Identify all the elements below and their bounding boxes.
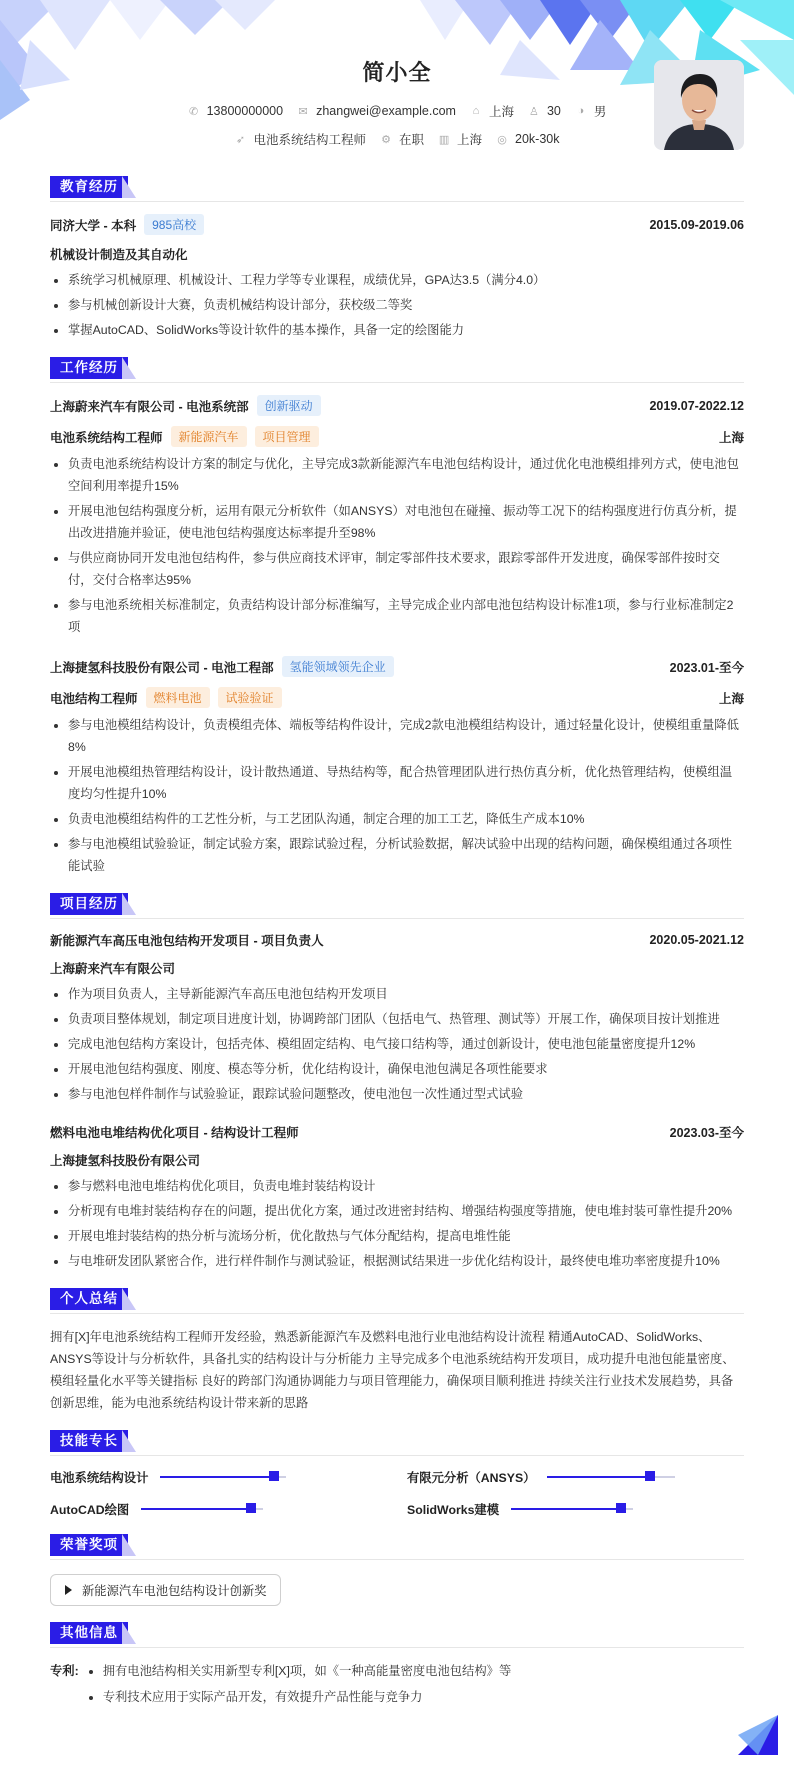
summary-section [50, 1288, 744, 1414]
gender-icon: ◑ [577, 105, 585, 117]
role-tag: 燃料电池 [146, 687, 210, 708]
email-item [297, 102, 456, 120]
list-item: 负责电池模组结构件的工艺性分析，与工艺团队沟通，制定合理的加工工艺，降低生产成本10% [50, 808, 744, 830]
list-item: 作为项目负责人，主导新能源汽车高压电池包结构开发项目 [50, 983, 744, 1005]
age-item [528, 102, 561, 120]
skill-name: 电池系统结构设计 [50, 1471, 149, 1485]
entry-date: 2023.01-至今 [669, 660, 744, 675]
section-header [50, 1622, 744, 1648]
work-location: 上海 [718, 691, 744, 706]
city-text: 上海 [488, 105, 514, 119]
section-title: 教育经历 [50, 176, 128, 198]
section-title: 项目经历 [50, 893, 128, 915]
section-header [50, 1430, 744, 1456]
award-name: 新能源汽车电池包结构设计创新奖 [82, 1584, 267, 1598]
entry-title [50, 395, 321, 416]
skill-item [50, 1468, 387, 1486]
work-bullets [50, 453, 744, 638]
role-name: 电池系统结构工程师 [50, 430, 163, 445]
skills-section [50, 1430, 744, 1518]
skill-name: AutoCAD绘图 [50, 1503, 130, 1517]
skills-grid [50, 1468, 744, 1518]
entry-date: 2023.03-至今 [669, 1126, 744, 1140]
candidate-name: 简小全 [362, 60, 432, 85]
education-bullets [50, 269, 744, 341]
work-location: 上海 [718, 430, 744, 445]
skill-item [407, 1468, 744, 1486]
company-name: 上海捷氢科技股份有限公司 - 电池工程部 [50, 660, 274, 675]
list-item: 与电堆研发团队紧密合作，进行样件制作与测试验证，根据测试结果进一步优化结构设计，最终使电堆功率密度提升10% [50, 1250, 744, 1272]
phone-text: 13800000000 [206, 104, 284, 118]
list-item: 负责电池系统结构设计方案的制定与优化，主导完成3款新能源汽车电池包结构设计，通过优化电池模组排列方式，使电池包空间利用率提升15% [50, 453, 744, 497]
list-item: 开展电池包结构强度、刚度、模态等分析，优化结构设计，确保电池包满足各项性能要求 [50, 1058, 744, 1080]
section-tail-decoration [122, 176, 136, 198]
skill-name: 有限元分析（ANSYS） [407, 1471, 536, 1485]
section-tail-decoration [122, 1622, 136, 1644]
skill-bar [160, 1476, 286, 1478]
list-item: 掌握AutoCAD、SolidWorks等设计软件的基本操作，具备一定的绘图能力 [50, 319, 744, 341]
school-name: 同济大学 - 本科 [50, 218, 137, 233]
project-entry [50, 931, 744, 1105]
entry-title [50, 214, 204, 235]
summary-text: 拥有[X]年电池系统结构工程师开发经验，熟悉新能源汽车及燃料电池行业电池结构设计流程 精通AutoCAD、SolidWorks、ANSYS等设计与分析软件，具备扎实的结构设计与分析能力 主导完成多个电池系统结构开发项目，成功提升电池包能量密度、模组轻量化水平等关键指标 良好的跨部门沟通协调能力与项目管理能力，确保项目顺利推进 持续关注行业技术发展趋势，具备创新思维，能为电池系统结构设计带来新的思路 [50, 1330, 735, 1410]
status-text: 在职 [399, 133, 425, 147]
target-city-item [438, 130, 482, 148]
section-title: 荣誉奖项 [50, 1534, 128, 1556]
skill-bar [141, 1508, 263, 1510]
section-tail-decoration [122, 1288, 136, 1310]
other-section [50, 1622, 744, 1712]
list-item: 参与电池系统相关标准制定，负责结构设计部分标准编写，主导完成企业内部电池包结构设计标准1项，参与行业标准制定2项 [50, 594, 744, 638]
company-name: 上海蔚来汽车有限公司 - 电池系统部 [50, 399, 249, 414]
list-item: 开展电池包结构强度分析，运用有限元分析软件（如ANSYS）对电池包在碰撞、振动等工况下的结构强度进行仿真分析，提出改进措施并验证，使电池包结构强度达标率提升至98% [50, 500, 744, 544]
skill-bar [511, 1508, 633, 1510]
list-item: 参与机械创新设计大赛，负责机械结构设计部分，获校级二等奖 [50, 294, 744, 316]
list-item: 分析现有电堆封装结构存在的问题，提出优化方案，通过改进密封结构、增强结构强度等措施，使电堆封装可靠性提升20% [50, 1200, 744, 1222]
project-org: 上海蔚来汽车有限公司 [50, 962, 176, 976]
work-section [50, 357, 744, 877]
status-item [380, 130, 424, 148]
skill-knob [645, 1471, 655, 1481]
entry-date: 2020.05-2021.12 [649, 933, 744, 947]
section-tail-decoration [122, 1430, 136, 1452]
position-item [234, 130, 366, 148]
section-tail-decoration [122, 893, 136, 915]
work-entry [50, 656, 744, 877]
email-text: zhangwei@example.com [316, 104, 456, 118]
age-text: 30 [546, 104, 561, 118]
list-item: 系统学习机械原理、机械设计、工程力学等专业课程，成绩优异，GPA达3.5（满分4.0） [50, 269, 744, 291]
salary-item [496, 130, 559, 148]
school-tag: 985高校 [144, 214, 204, 235]
project-entry [50, 1123, 744, 1272]
patent-bullets [85, 1660, 512, 1712]
position-text: 电池系统结构工程师 [253, 133, 366, 147]
salary-text: 20k-30k [515, 132, 560, 146]
list-item: 与供应商协同开发电池包结构件，参与供应商技术评审，制定零部件技术要求，跟踪零部件开发进度，确保零部件按时交付，交付合格率达95% [50, 547, 744, 591]
skill-item [50, 1500, 387, 1518]
gear-icon: ⚙ [381, 133, 391, 146]
list-item: 开展电池模组热管理结构设计，设计散热通道、导热结构等，配合热管理团队进行热仿真分析，优化热管理结构，使模组温度均匀性提升10% [50, 761, 744, 805]
list-item: 专利技术应用于实际产品开发，有效提升产品性能与竞争力 [85, 1686, 512, 1708]
section-header [50, 357, 744, 383]
corner-decoration [738, 1715, 778, 1755]
skill-fill [511, 1508, 621, 1510]
skill-item [407, 1500, 744, 1518]
award-item [50, 1574, 281, 1606]
phone-icon: ✆ [189, 105, 199, 118]
skill-fill [141, 1508, 251, 1510]
role-tag: 试验验证 [218, 687, 282, 708]
list-item: 参与燃料电池电堆结构优化项目，负责电堆封装结构设计 [50, 1175, 744, 1197]
city-item [470, 102, 514, 120]
section-header [50, 176, 744, 202]
major: 机械设计制造及其自动化 [50, 248, 188, 262]
gender-item [575, 102, 607, 120]
building-icon: ▥ [438, 133, 450, 146]
section-header [50, 893, 744, 919]
section-header [50, 1288, 744, 1314]
section-tail-decoration [122, 357, 136, 379]
phone-item [188, 102, 283, 120]
user-icon: ♙ [529, 105, 539, 118]
honors-section [50, 1534, 744, 1606]
job-intent-row [50, 130, 744, 148]
role-tag: 新能源汽车 [171, 426, 247, 447]
project-bullets [50, 1175, 744, 1272]
gender-text: 男 [593, 105, 607, 119]
home-icon: ⌂ [472, 105, 480, 117]
role-tag: 项目管理 [255, 426, 319, 447]
entry-date: 2015.09-2019.06 [649, 217, 744, 232]
project-bullets [50, 983, 744, 1105]
mail-icon: ✉ [298, 105, 308, 118]
skill-fill [547, 1476, 649, 1478]
company-tag: 氢能领域领先企业 [282, 656, 394, 677]
skill-fill [160, 1476, 273, 1478]
work-bullets [50, 714, 744, 877]
project-title: 燃料电池电堆结构优化项目 - 结构设计工程师 [50, 1126, 299, 1140]
skill-knob [269, 1471, 279, 1481]
entry-title [50, 656, 394, 677]
resume-header [50, 0, 744, 160]
section-title: 个人总结 [50, 1288, 128, 1310]
education-entry [50, 214, 744, 341]
skill-bar [547, 1476, 675, 1478]
salary-icon: ◎ [497, 133, 507, 146]
contact-row [50, 102, 744, 120]
section-title: 技能专长 [50, 1430, 128, 1452]
skill-knob [246, 1503, 256, 1513]
avatar [654, 60, 744, 150]
section-title: 其他信息 [50, 1622, 128, 1644]
list-item: 负责项目整体规划，制定项目进度计划，协调跨部门团队（包括电气、热管理、测试等）开展工作，确保项目按计划推进 [50, 1008, 744, 1030]
send-icon: ➶ [235, 133, 246, 146]
list-item: 完成电池包结构方案设计，包括壳体、模组固定结构、电气接口结构等，通过创新设计，使电池包能量密度提升12% [50, 1033, 744, 1055]
role-line [50, 687, 282, 708]
list-item: 参与电池模组试验验证，制定试验方案，跟踪试验过程，分析试验数据，解决试验中出现的结构问题，确保模组通过各项性能试验 [50, 833, 744, 877]
section-title: 工作经历 [50, 357, 128, 379]
play-icon [65, 1585, 72, 1595]
work-entry [50, 395, 744, 638]
section-tail-decoration [122, 1534, 136, 1556]
company-tag: 创新驱动 [257, 395, 321, 416]
role-name: 电池结构工程师 [50, 691, 138, 706]
patent-label: 专利: [50, 1664, 79, 1678]
education-section [50, 176, 744, 341]
list-item: 开展电堆封装结构的热分析与流场分析，优化散热与气体分配结构，提高电堆性能 [50, 1225, 744, 1247]
list-item: 拥有电池结构相关实用新型专利[X]项，如《一种高能量密度电池包结构》等 [85, 1660, 512, 1682]
projects-section [50, 893, 744, 1272]
project-title: 新能源汽车高压电池包结构开发项目 - 项目负责人 [50, 934, 324, 948]
skill-name: SolidWorks建模 [407, 1503, 500, 1517]
role-line [50, 426, 319, 447]
project-org: 上海捷氢科技股份有限公司 [50, 1154, 201, 1168]
section-header [50, 1534, 744, 1560]
list-item: 参与电池包样件制作与试验验证，跟踪试验问题整改，使电池包一次性通过型式试验 [50, 1083, 744, 1105]
skill-knob [616, 1503, 626, 1513]
target-city-text: 上海 [457, 133, 483, 147]
other-info [50, 1660, 744, 1712]
entry-date: 2019.07-2022.12 [649, 398, 744, 413]
list-item: 参与电池模组结构设计，负责模组壳体、端板等结构件设计，完成2款电池模组结构设计，通过轻量化设计，使模组重量降低8% [50, 714, 744, 758]
